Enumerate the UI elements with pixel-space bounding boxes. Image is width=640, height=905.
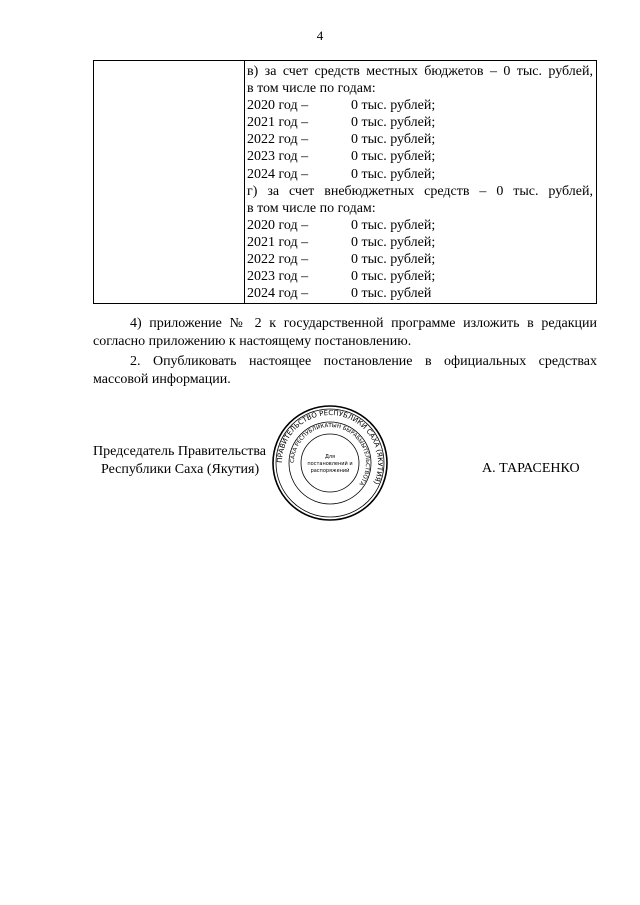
paragraph-item-2: 2. Опубликовать настоящее постановление в официальных средствах массовой информации. — [93, 354, 597, 387]
paragraph-item-4: 4) приложение № 2 к государственной программе изложить в редакции согласно приложению к настоящему постановлению. — [93, 316, 597, 349]
year-row: 2021 год – 0 тыс. рублей; — [247, 234, 436, 250]
year-row: 2024 год – 0 тыс. рублей — [247, 286, 432, 302]
seal-center-line2: постановлений и — [307, 461, 353, 467]
page-number: 4 — [316, 28, 324, 43]
seal-outer-text: ПРАВИТЕЛЬСТВО РЕСПУБЛИКИ САХА (ЯКУТИЯ) — [275, 408, 385, 486]
signatory-name: А. ТАРАСЕНКО — [482, 461, 580, 476]
signatory-title-line2: Республики Саха (Якутия) — [101, 462, 260, 477]
year-row: 2020 год – 0 тыс. рублей; — [247, 98, 436, 114]
year-row: 2024 год – 0 тыс. рублей; — [247, 166, 436, 182]
funding-table — [93, 60, 597, 304]
local-budget-heading: в) за счет средств местных бюджетов – 0 тыс. рублей, — [247, 64, 593, 79]
year-row: 2023 год – 0 тыс. рублей; — [247, 269, 436, 285]
seal-inner-text: САХА РЕСПУБЛИКАТЫН БЫРАБЫЫТЕЛЬСТВОТА — [289, 422, 371, 487]
extrabudget-subheading: в том числе по годам: — [247, 200, 376, 216]
signatory-title — [93, 443, 266, 479]
signatory-title-line1: Председатель Правительства — [93, 444, 266, 459]
seal-center-line1: Для — [324, 454, 336, 460]
year-row: 2020 год – 0 тыс. рублей; — [247, 217, 436, 233]
local-budget-subheading: в том числе по годам: — [247, 81, 376, 97]
official-seal-icon — [270, 403, 390, 523]
year-row: 2023 год – 0 тыс. рублей; — [247, 149, 436, 165]
seal-center-line3: распоряжений — [310, 468, 350, 474]
table-column-separator — [244, 61, 245, 303]
year-row: 2021 год – 0 тыс. рублей; — [247, 115, 436, 131]
funding-cell — [247, 63, 593, 302]
year-row: 2022 год – 0 тыс. рублей; — [247, 252, 436, 268]
extrabudget-heading: г) за счет внебюджетных средств – 0 тыс. рублей, — [247, 183, 593, 199]
year-row: 2022 год – 0 тыс. рублей; — [247, 132, 436, 148]
